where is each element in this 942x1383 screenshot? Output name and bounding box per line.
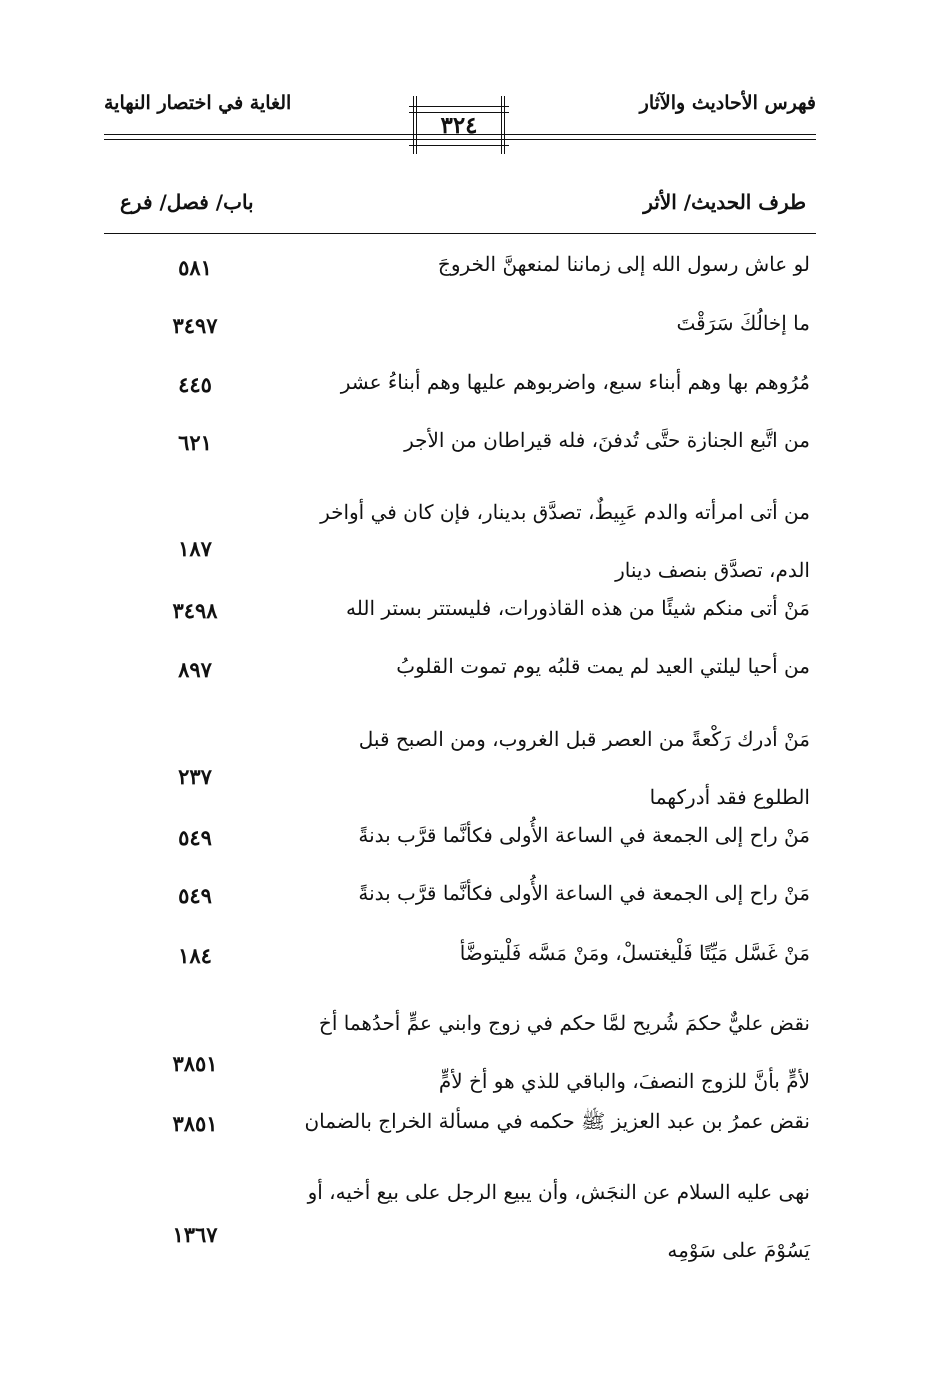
entry-line: مَنْ غَسَّل مَيِّتًا فَلْيغتسلْ، ومَنْ مَسَّه فَلْيتوضَّأ bbox=[459, 941, 810, 965]
entry-line: الطلوع فقد أدركهما bbox=[649, 785, 810, 809]
entry-text bbox=[290, 1106, 810, 1136]
entry-line: مَنْ أتى منكم شيئًا من هذه القاذورات، فليستتر بستر الله bbox=[346, 596, 810, 620]
entry-line: لو عاش رسول الله إلى زماننا لمنعهنَّ الخروجَ bbox=[437, 252, 810, 276]
entry-reference: ٥٤٩ bbox=[178, 883, 212, 908]
entry-text bbox=[290, 820, 810, 850]
entry-reference: ١٨٤ bbox=[178, 943, 212, 968]
entry-text bbox=[290, 938, 810, 968]
running-head-left: الغاية في اختصار النهاية bbox=[104, 92, 292, 114]
entry-reference: ٣٨٥١ bbox=[172, 1111, 218, 1136]
entry-line: مَنْ راح إلى الجمعة في الساعة الأُولى فكأنَّما قرَّب بدنةً bbox=[358, 881, 810, 905]
entry-reference: ٢٣٧ bbox=[178, 764, 212, 789]
entry-text bbox=[290, 1163, 810, 1279]
entry-reference: ٣٨٥١ bbox=[172, 1051, 218, 1076]
entry-line: نقض عليٌّ حكمَ شُريح لمَّا حكم في زوج وابني عمٍّ أحدُهما أخ bbox=[318, 1011, 810, 1035]
entry-text bbox=[290, 710, 810, 826]
entry-line: لأمٍّ بأنَّ للزوج النصفَ، والباقي للذي هو أخ لأمٍّ bbox=[438, 1069, 810, 1093]
entry-line: نقض عمرُ بن عبد العزيز ﷺ حكمه في مسألة الخراج بالضمان bbox=[304, 1109, 810, 1133]
entry-line: مُرُوهم بها وهم أبناء سبع، واضربوهم عليها وهم أبناءُ عشر bbox=[340, 370, 810, 394]
entry-line: يَسُوْمَ على سَوْمِه bbox=[667, 1238, 810, 1262]
entry-reference: ١٨٧ bbox=[178, 536, 212, 561]
entry-reference: ٥٤٩ bbox=[178, 825, 212, 850]
entry-text bbox=[290, 425, 810, 455]
entry-line: ما إخالُكَ سَرَقْتَ bbox=[676, 311, 810, 335]
entry-reference: ٣٤٩٨ bbox=[172, 598, 218, 623]
entry-text bbox=[290, 878, 810, 908]
page-number: ٣٢٤ bbox=[440, 112, 478, 139]
entry-text bbox=[290, 483, 810, 599]
entry-line: من أحيا ليلتي العيد لم يمت قلبُه يوم تموت القلوبُ bbox=[396, 654, 810, 678]
entry-reference: ١٣٦٧ bbox=[172, 1222, 218, 1247]
entry-line: مَنْ راح إلى الجمعة في الساعة الأُولى فكأنَّما قرَّب بدنةً bbox=[358, 823, 810, 847]
column-heading-reference: باب/ فصل/ فرع bbox=[120, 190, 254, 214]
entry-text bbox=[290, 308, 810, 338]
running-head-right: فهرس الأحاديث والآثار bbox=[639, 92, 816, 114]
column-heading-text: طرف الحديث/ الأثر bbox=[643, 190, 806, 214]
entry-text bbox=[290, 994, 810, 1110]
entry-text bbox=[290, 367, 810, 397]
entry-line: نهى عليه السلام عن النجَش، وأن يبيع الرجل على بيع أخيه، أو bbox=[307, 1180, 810, 1204]
entry-reference: ٣٤٩٧ bbox=[172, 313, 218, 338]
entry-line: مَنْ أدرك رَكْعةً من العصر قبل الغروب، ومن الصبح قبل bbox=[358, 727, 810, 751]
entry-text bbox=[290, 249, 810, 279]
entry-reference: ٥٨١ bbox=[178, 255, 212, 280]
entry-reference: ٤٤٥ bbox=[178, 372, 212, 397]
entry-reference: ٨٩٧ bbox=[178, 657, 212, 682]
entry-line: الدم، تصدَّق بنصف دينار bbox=[615, 558, 810, 582]
entry-reference: ٦٢١ bbox=[178, 430, 212, 455]
entry-line: من اتَّبع الجنازة حتَّى تُدفنَ، فله قيراطان من الأجر bbox=[404, 428, 810, 452]
entry-text bbox=[290, 593, 810, 623]
entry-line: من أتى امرأته والدم عَبِيطٌ، تصدَّق بدينار، فإن كان في أواخر bbox=[320, 500, 810, 524]
entry-text bbox=[290, 651, 810, 681]
